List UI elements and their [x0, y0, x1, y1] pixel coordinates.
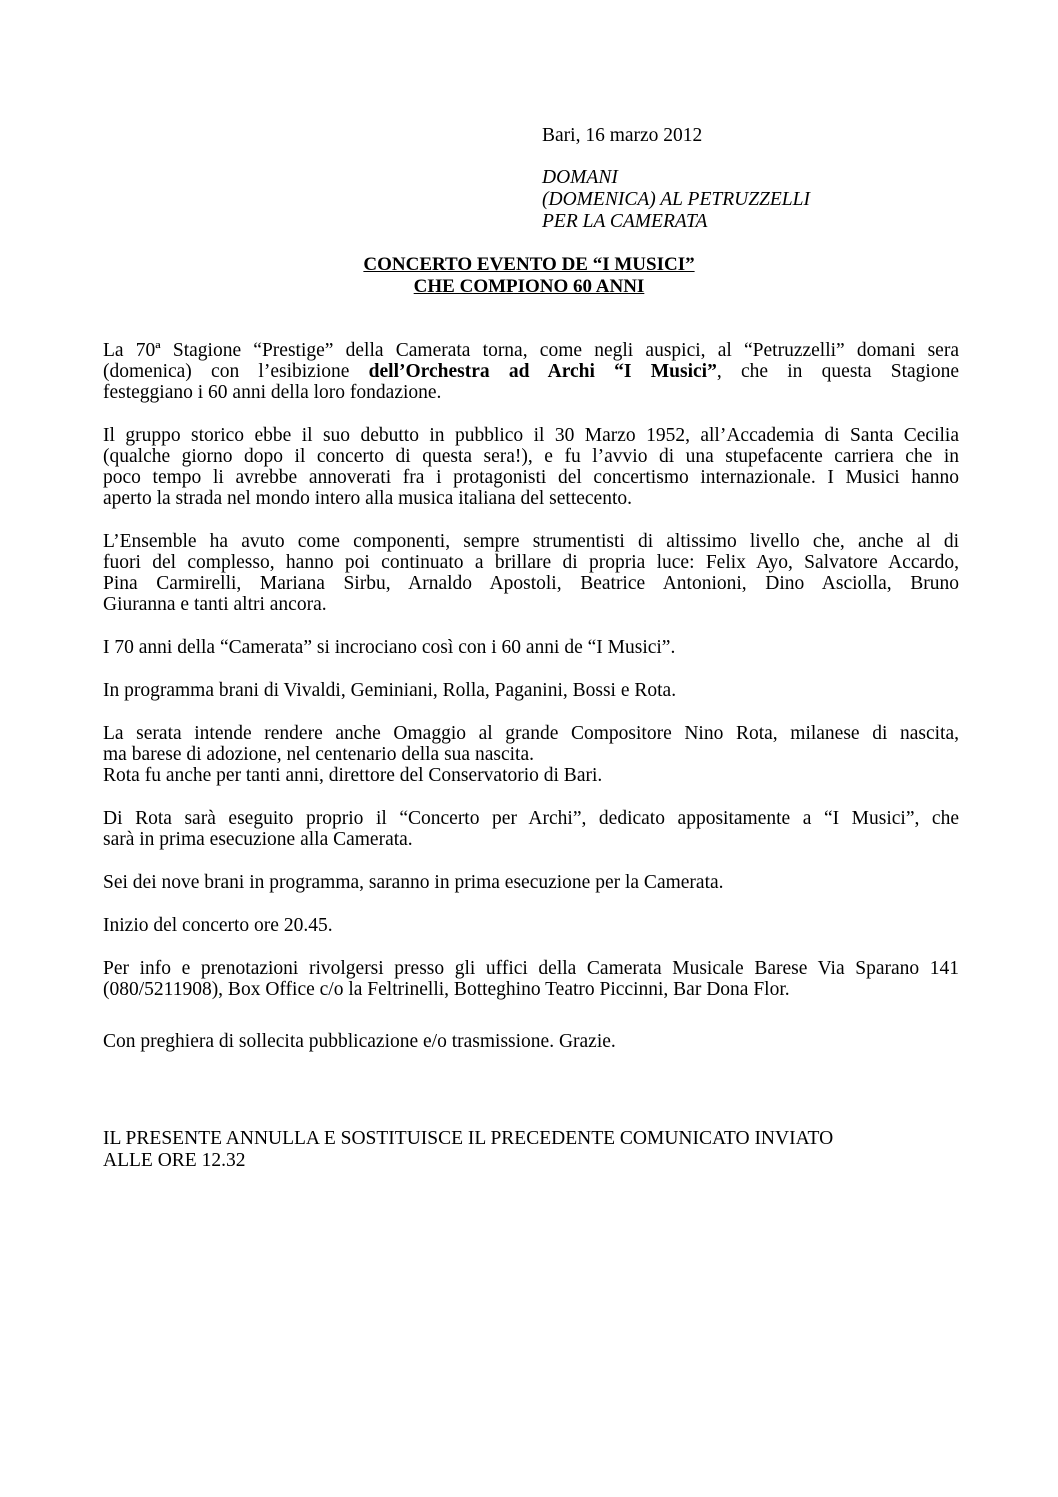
p6-line-3: Rota fu anche per tanti anni, direttore del Conservatorio di Bari. [103, 765, 603, 786]
p6-line-2: ma barese di adozione, nel centenario della sua nascita. [103, 744, 534, 765]
p7-line-1: Di Rota sarà eseguito proprio il “Concerto per Archi”, dedicato appositamente a “I Musici”, che [103, 808, 959, 829]
p4-line: I 70 anni della “Camerata” si incrociano così con i 60 anni de “I Musici”. [103, 637, 676, 658]
p10-line-2: (080/5211908), Box Office c/o la Feltrinelli, Botteghino Teatro Piccinni, Bar Dona Flor. [103, 979, 790, 1000]
title-line-1: CONCERTO EVENTO DE “I MUSICI” [363, 254, 695, 275]
subtitle-line-3: PER LA CAMERATA [542, 211, 708, 232]
p9-line: Inizio del concerto ore 20.45. [103, 915, 333, 936]
p1-line-1: La 70ª Stagione “Prestige” della Camerata torna, come negli auspici, al “Petruzzelli” domani sera [103, 340, 959, 361]
p1-line-3: festeggiano i 60 anni della loro fondazione. [103, 382, 442, 403]
p2-line-4: aperto la strada nel mondo intero alla musica italiana del settecento. [103, 488, 633, 509]
p3-line-2: fuori del complesso, hanno poi continuato a brillare di propria luce: Felix Ayo, Salvatore Accardo, [103, 552, 959, 573]
p10-line-1: Per info e prenotazioni rivolgersi presso gli uffici della Camerata Musicale Barese Via Sparano 141 [103, 958, 959, 979]
p2-line-2: (qualche giorno dopo il concerto di questa sera!), e fu l’avvio di una stupefacente carriera che in [103, 446, 959, 467]
p8-line: Sei dei nove brani in programma, saranno in prima esecuzione per la Camerata. [103, 872, 724, 893]
title-line-2: CHE COMPIONO 60 ANNI [413, 276, 645, 297]
date-line: Bari, 16 marzo 2012 [542, 125, 703, 146]
p6-line-1: La serata intende rendere anche Omaggio al grande Compositore Nino Rota, milanese di nascita, [103, 723, 959, 744]
notice-line-1: IL PRESENTE ANNULLA E SOSTITUISCE IL PRECEDENTE COMUNICATO INVIATO [103, 1128, 834, 1149]
p1-line-2-c: , che in questa Stagione [716, 361, 959, 382]
p3-line-4: Giuranna e tanti altri ancora. [103, 594, 327, 615]
p2-line-1: Il gruppo storico ebbe il suo debutto in pubblico il 30 Marzo 1952, all’Accademia di Santa Cecilia [103, 425, 959, 446]
p1-line-2-a: (domenica) con l’esibizione [103, 361, 350, 382]
p2-line-3: poco tempo li avrebbe annoverati fra i protagonisti del concertismo internazionale. I Musici hanno [103, 467, 959, 488]
notice-line-2: ALLE ORE 12.32 [103, 1150, 246, 1171]
p3-line-3: Pina Carmirelli, Mariana Sirbu, Arnaldo Apostoli, Beatrice Antonioni, Dino Asciolla, Bruno [103, 573, 959, 594]
p11-line: Con preghiera di sollecita pubblicazione e/o trasmissione. Grazie. [103, 1031, 616, 1052]
orchestra-name: dell’Orchestra ad Archi “I Musici” [368, 361, 717, 382]
p7-line-2: sarà in prima esecuzione alla Camerata. [103, 829, 413, 850]
subtitle-line-2: (DOMENICA) AL PETRUZZELLI [542, 189, 810, 210]
p5-line: In programma brani di Vivaldi, Geminiani, Rolla, Paganini, Bossi e Rota. [103, 680, 677, 701]
subtitle-line-1: DOMANI [542, 167, 618, 188]
p1-line-2 [103, 361, 959, 383]
p3-line-1: L’Ensemble ha avuto come componenti, sempre strumentisti di altissimo livello che, anche al di [103, 531, 959, 552]
